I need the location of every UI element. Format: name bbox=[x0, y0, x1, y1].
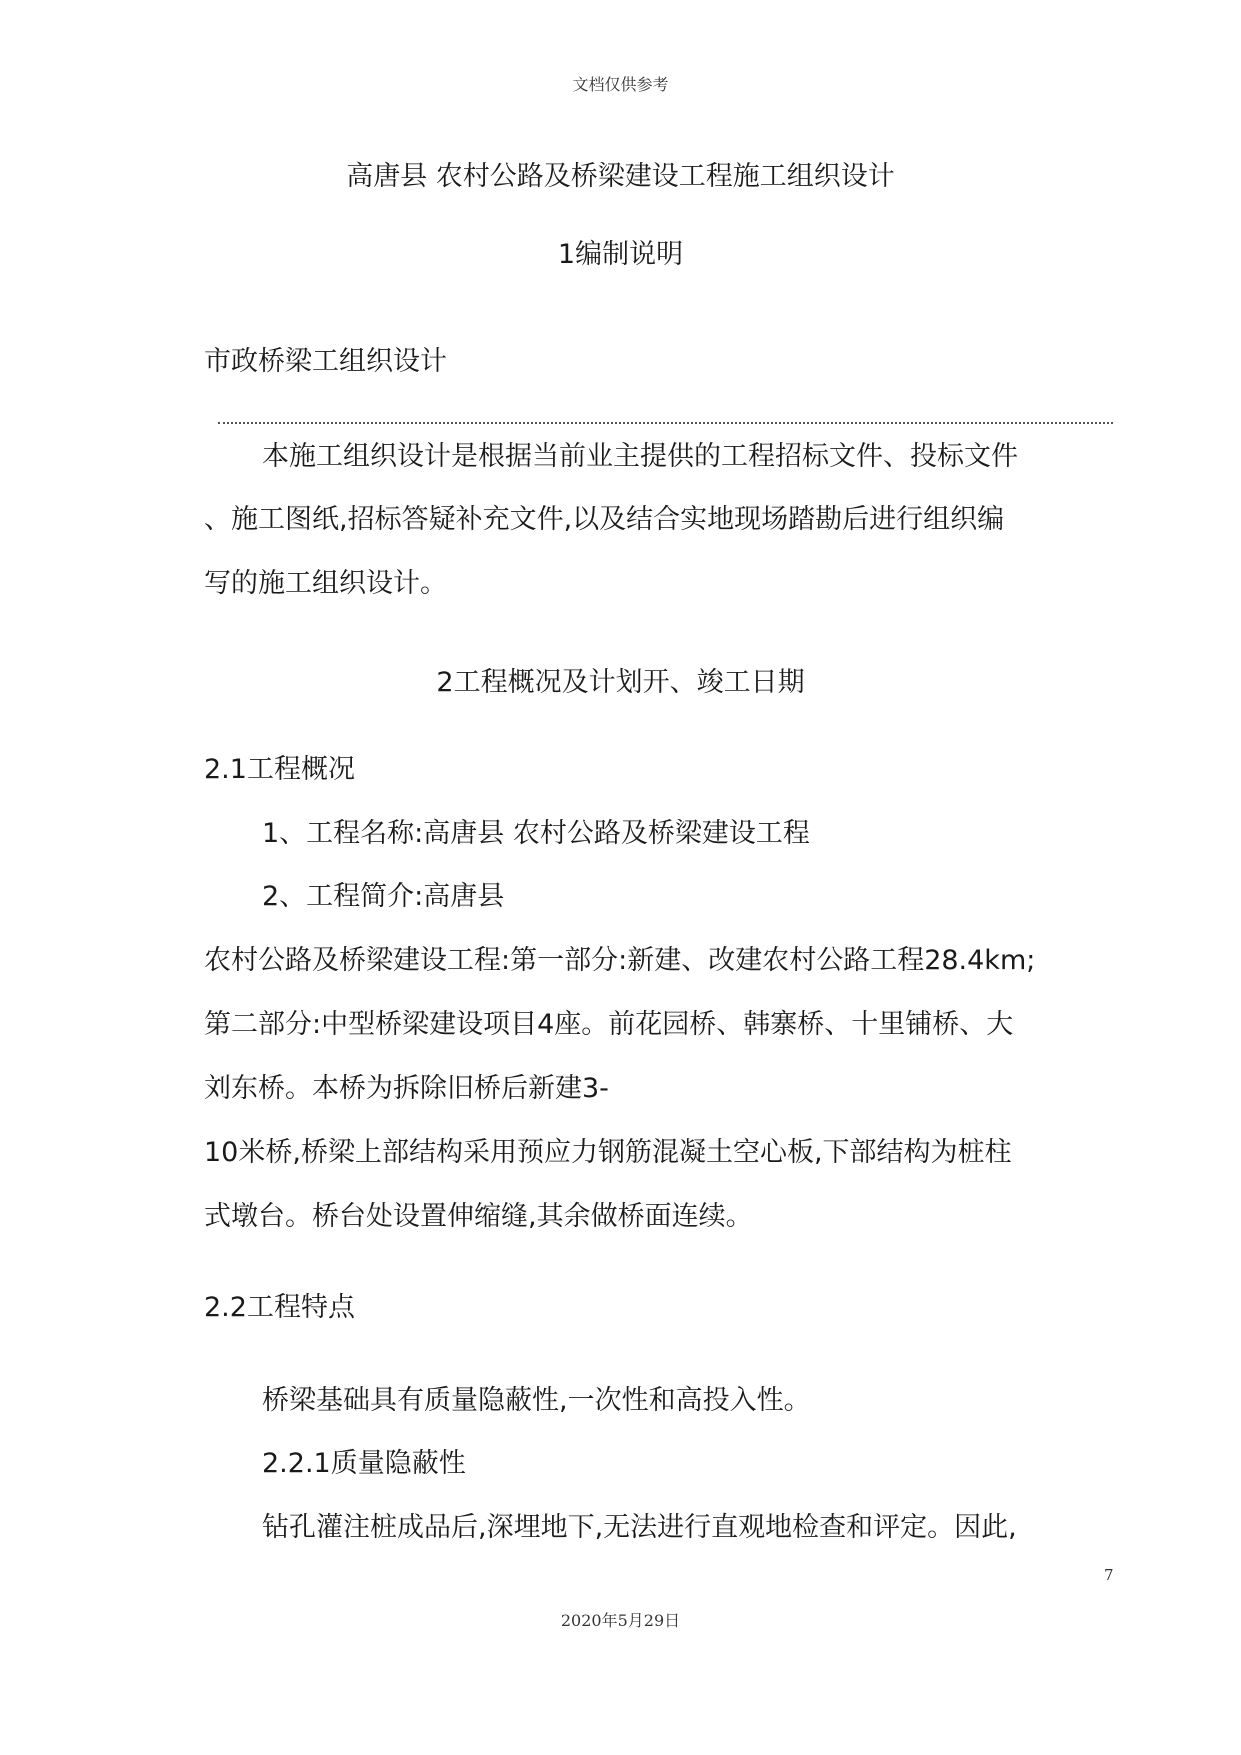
section-1-heading: 1编制说明 bbox=[557, 239, 684, 270]
description-line: 10米桥,桥梁上部结构采用预应力钢筋混凝土空心板,下部结构为桩柱 bbox=[204, 1137, 1012, 1168]
footer-date: 2020年5月29日 bbox=[560, 1611, 681, 1630]
page-number: 7 bbox=[1104, 1566, 1114, 1584]
paragraph-line: 本施工组织设计是根据当前业主提供的工程招标文件、投标文件 bbox=[262, 441, 1018, 472]
paragraph-line: 桥梁基础具有质量隐蔽性,一次性和高投入性。 bbox=[262, 1385, 811, 1416]
paragraph-line: 写的施工组织设计。 bbox=[204, 568, 447, 599]
paragraph-line: 、施工图纸,招标答疑补充文件,以及结合实地现场踏勘后进行组织编 bbox=[204, 504, 1005, 535]
description-line: 式墩台。桥台处设置伸缩缝,其余做桥面连续。 bbox=[204, 1201, 753, 1232]
description-line: 刘东桥。本桥为拆除旧桥后新建3- bbox=[204, 1073, 609, 1104]
document-title: 高唐县 农村公路及桥梁建设工程施工组织设计 bbox=[346, 161, 895, 192]
dotted-divider bbox=[218, 422, 1113, 424]
subsection-2-1-heading: 2.1工程概况 bbox=[204, 754, 355, 785]
description-line: 农村公路及桥梁建设工程:第一部分:新建、改建农村公路工程28.4km; bbox=[204, 945, 1036, 976]
list-item: 1、工程名称:高唐县 农村公路及桥梁建设工程 bbox=[262, 818, 810, 849]
description-line: 第二部分:中型桥梁建设项目4座。前花园桥、韩寨桥、十里铺桥、大 bbox=[204, 1009, 1014, 1040]
section-1-subheading: 市政桥梁工组织设计 bbox=[204, 346, 447, 377]
section-2-heading: 2工程概况及计划开、竣工日期 bbox=[436, 667, 805, 698]
list-item: 2、工程简介:高唐县 bbox=[262, 881, 505, 912]
subsection-2-2-heading: 2.2工程特点 bbox=[204, 1292, 355, 1323]
header-note: 文档仅供参考 bbox=[572, 75, 669, 94]
paragraph-line: 钻孔灌注桩成品后,深埋地下,无法进行直观地检查和评定。因此, bbox=[262, 1512, 1017, 1543]
subsection-2-2-1-heading: 2.2.1质量隐蔽性 bbox=[262, 1448, 466, 1479]
